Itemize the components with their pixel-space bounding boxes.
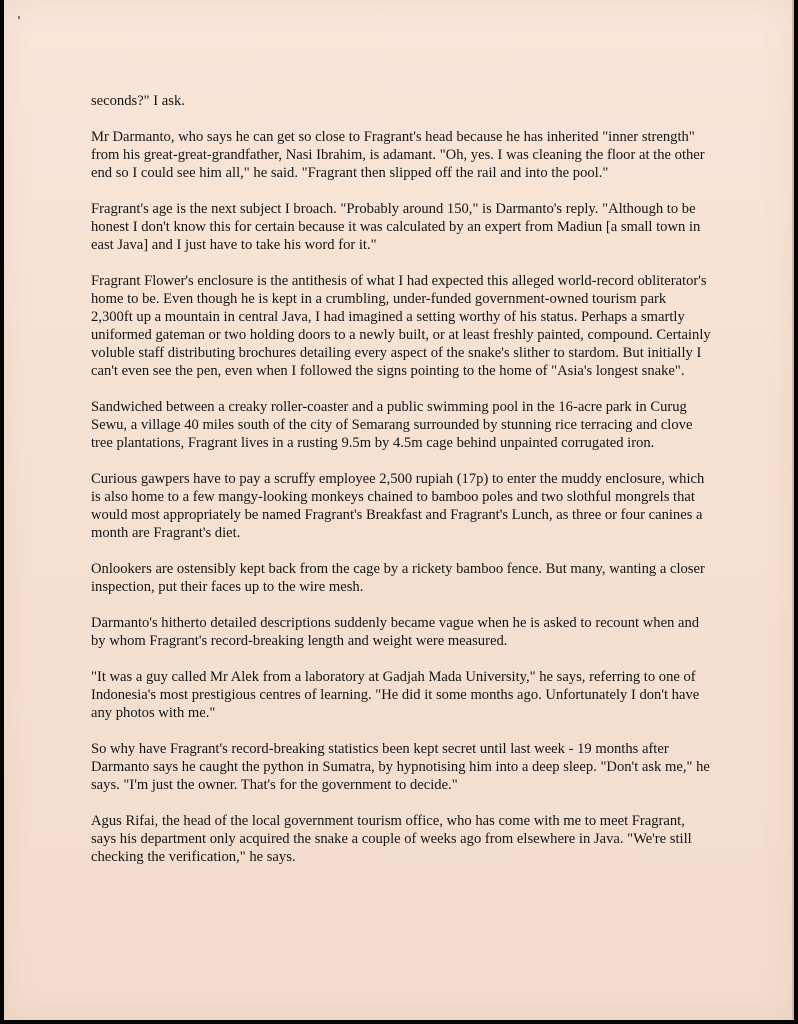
- article-body: [91, 92, 711, 884]
- paragraph: Fragrant Flower's enclosure is the antithesis of what I had expected this alleged world-record obliterator's home to be. Even though he is kept in a crumbling, under-funded government-owned tourism park 2,300ft up a mountain in central Java, I had imagined a setting worthy of his status. Perhaps a smartly uniformed gateman or two holding doors to a newly built, or at least freshly painted, compound. Certainly voluble staff distributing brochures detailing every aspect of the snake's slither to stardom. But initially I can't even see the pen, even when I followed the signs pointing to the home of "Asia's longest snake".: [91, 273, 711, 379]
- paragraph: seconds?" I ask.: [91, 93, 185, 109]
- paragraph: Mr Darmanto, who says he can get so close to Fragrant's head because he has inherited "inner strength" from his great-great-grandfather, Nasi Ibrahim, is adamant. "Oh, yes. I was cleaning the floor at the other end so I could see him all," he said. "Fragrant then slipped off the rail and into the pool.": [91, 129, 705, 181]
- paragraph: Curious gawpers have to pay a scruffy employee 2,500 rupiah (17p) to enter the muddy enclosure, which is also home to a few mangy-looking monkeys chained to bamboo poles and two slothful mongrels that would most appropriately be named Fragrant's Breakfast and Fragrant's Lunch, as three or four canines a month are Fragrant's diet.: [91, 471, 705, 541]
- paragraph: "It was a guy called Mr Alek from a laboratory at Gadjah Mada University," he says, referring to one of Indonesia's most prestigious centres of learning. "He did it some months ago. Unfortunately I don't have any photos with me.": [91, 669, 700, 721]
- paragraph: Darmanto's hitherto detailed descriptions suddenly became vague when he is asked to recount when and by whom Fragrant's record-breaking length and weight were measured.: [91, 615, 700, 649]
- paragraph: Onlookers are ostensibly kept back from the cage by a rickety bamboo fence. But many, wanting a closer inspection, put their faces up to the wire mesh.: [91, 561, 705, 595]
- paragraph: Agus Rifai, the head of the local government tourism office, who has come with me to meet Fragrant, says his department only acquired the snake a couple of weeks ago from elsewhere in Java. "We're still checking the verification," he says.: [91, 813, 692, 865]
- paragraph: Fragrant's age is the next subject I broach. "Probably around 150," is Darmanto's reply. "Although to be honest I don't know this for certain because it was calculated by an expert from Madiun [a small town in east Java] and I just have to take his word for it.": [91, 201, 701, 253]
- paper-speck: [18, 16, 20, 19]
- paragraph: Sandwiched between a creaky roller-coaster and a public swimming pool in the 16-acre park in Curug Sewu, a village 40 miles south of the city of Semarang surrounded by stunning rice terracing and clove tree plantations, Fragrant lives in a rusting 9.5m by 4.5m cage behind unpainted corrugated iron.: [91, 399, 693, 451]
- paragraph: So why have Fragrant's record-breaking statistics been kept secret until last week - 19 months after Darmanto says he caught the python in Sumatra, by hypnotising him into a deep sleep. "Don't ask me," he says. "I'm just the owner. That's for the government to decide.": [91, 741, 710, 793]
